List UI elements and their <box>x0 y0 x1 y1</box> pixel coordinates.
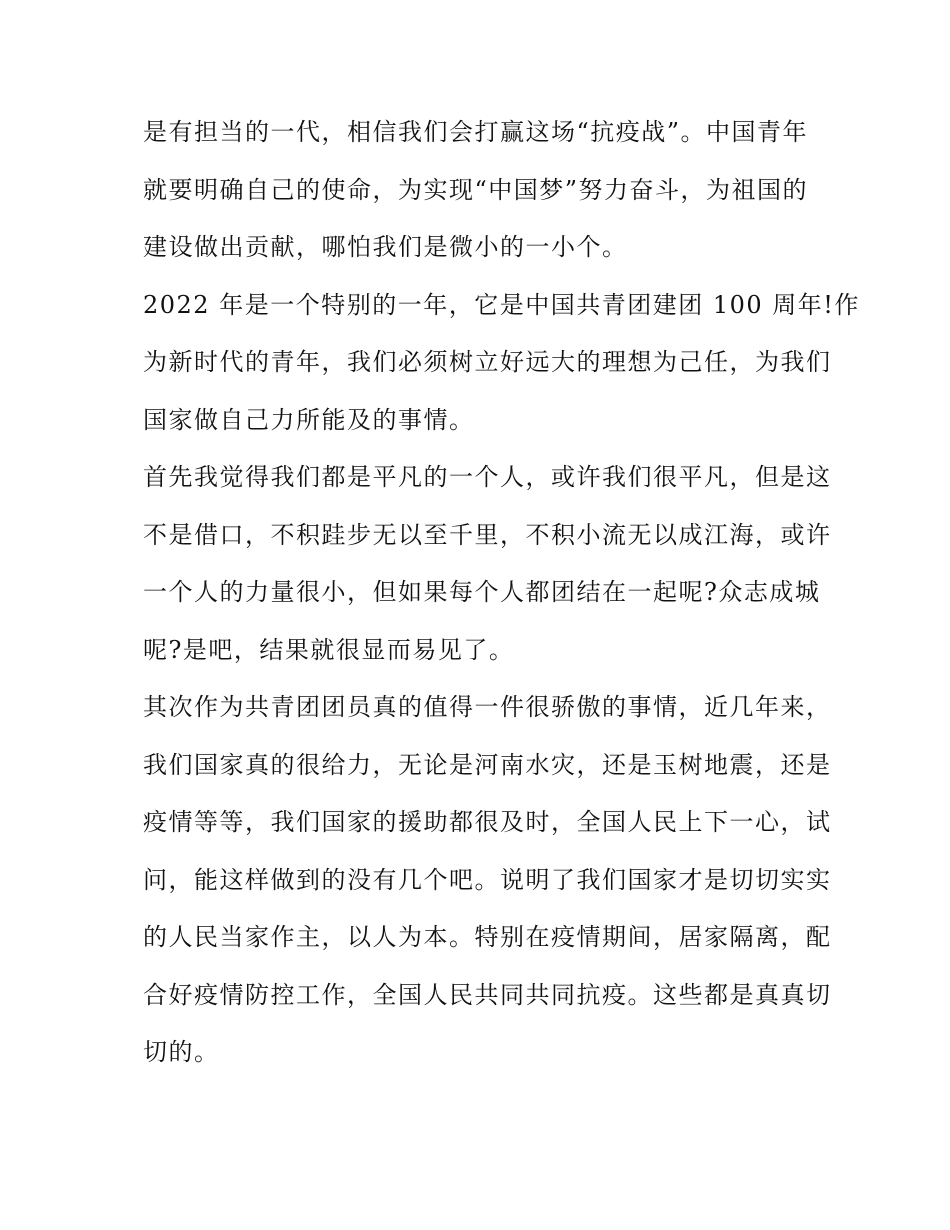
text-line: 我们国家真的很给力，无论是河南水灾，还是玉树地震，还是 <box>143 750 832 779</box>
text-line: 国家做自己力所能及的事情。 <box>143 405 475 434</box>
document-body <box>143 104 860 1082</box>
text-line: 一个人的力量很小，但如果每个人都团结在一起呢?众志成城 <box>143 578 821 606</box>
text-line: 问，能这样做到的没有几个吧。说明了我们国家才是切切实实 <box>143 865 832 894</box>
text-line: 不是借口，不积跬步无以至千里，不积小流无以成江海，或许 <box>143 520 832 549</box>
text-line: 首先我觉得我们都是平凡的一个人，或许我们很平凡，但是这 <box>143 463 832 491</box>
paragraph-1 <box>143 104 811 277</box>
text-line: 呢?是吧，结果就很显而易见了。 <box>143 635 515 664</box>
text-line: 的人民当家作主，以人为本。特别在疫情期间，居家隔离，配 <box>143 923 832 951</box>
paragraph-2 <box>143 277 860 450</box>
text-line: 建设做出贡献，哪怕我们是微小的一小个。 <box>143 233 628 261</box>
text-line: 2022 年是一个特别的一年，它是中国共青团建团 100 周年!作 <box>143 290 860 319</box>
text-line: 切的。 <box>143 1038 220 1066</box>
text-line: 其次作为共青团团员真的值得一件很骄傲的事情，近几年来， <box>143 693 832 721</box>
paragraph-4 <box>143 679 832 1082</box>
text-line: 是有担当的一代，相信我们会打赢这场“抗疫战”。中国青年 <box>143 118 809 146</box>
text-line: 为新时代的青年，我们必须树立好远大的理想为己任，为我们 <box>143 348 832 376</box>
text-line: 就要明确自己的使命，为实现“中国梦”努力奋斗，为祖国的 <box>143 175 809 204</box>
paragraph-3 <box>143 449 832 679</box>
text-line: 合好疫情防控工作，全国人民共同共同抗疫。这些都是真真切 <box>143 980 832 1009</box>
text-line: 疫情等等，我们国家的援助都很及时，全国人民上下一心，试 <box>143 808 832 836</box>
